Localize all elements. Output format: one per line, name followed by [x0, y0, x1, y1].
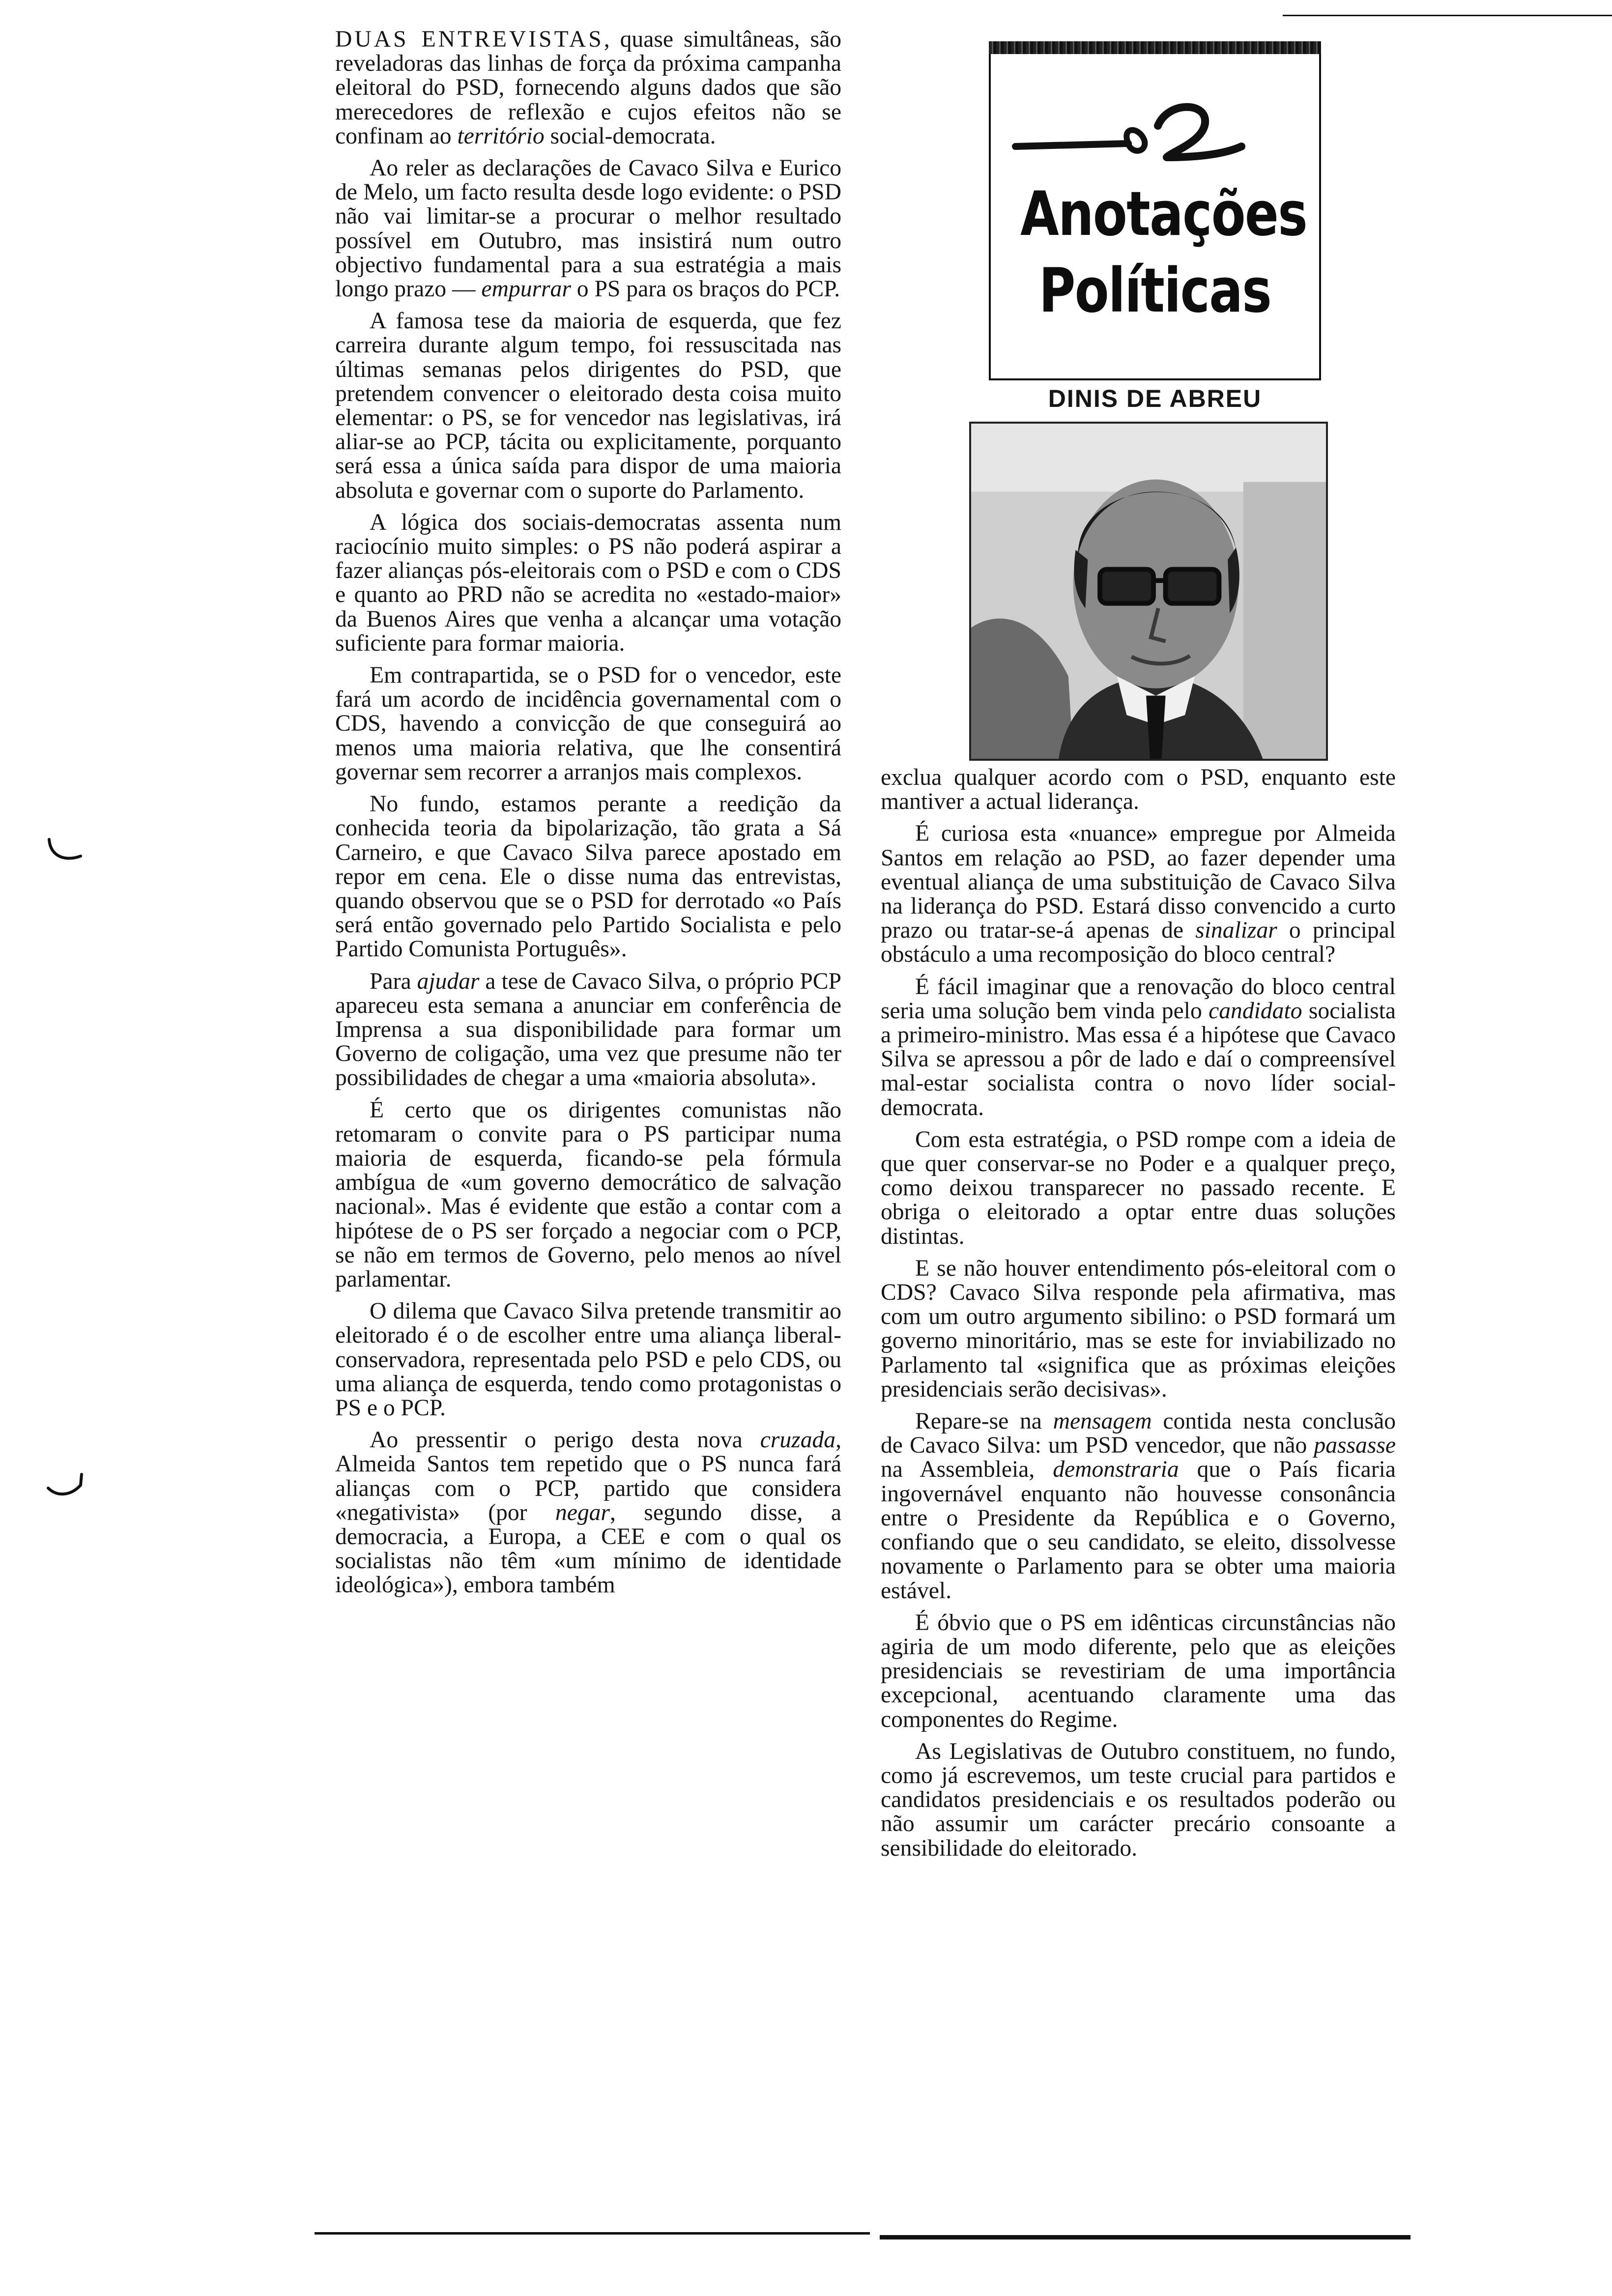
article-column-left [335, 28, 841, 1606]
bottom-rule-left [315, 2232, 870, 2235]
paragraph-1: DUAS ENTREVISTAS, quase simultâneas, são reveladoras das linhas de força da próxima campanha eleitoral do PSD, fornecendo alguns dados que são merecedores de reflexão e cujos efeitos não se confinam ao território social-democrata. [335, 27, 841, 149]
column-title-line-2: Políticas [1038, 256, 1271, 326]
paragraph-4: A lógica dos sociais-democratas assenta num raciocínio muito simples: o PS não poderá aspirar a fazer alianças pós-eleitorais com o PSD e com o CDS e quanto ao PRD não se acredita no «estado-maior» da Buenos Aires que venha a alcançar uma votação suficiente para formar maioria. [335, 509, 841, 656]
box-top-border [989, 41, 1321, 54]
paragraph-16: Repare-se na mensagem contida nesta conclusão de Cavaco Silva: um PSD vencedor, que não passasse na Assembleia, demonstraria que o País ficaria ingovernável enquanto não houvesse consonância entre o Presidente da República e o Governo, confiando que o seu candidato, se eleito, dissolvesse novamente o Parlamento para se obter uma maioria estável. [881, 1408, 1396, 1604]
paragraph-15: E se não houver entendimento pós-eleitoral com o CDS? Cavaco Silva responde pela afirmativa, mas com um outro argumento sibilino: o PSD formará um governo minoritário, mas se este for inviabilizado no Parlamento tal «significa que as próximas eleições presidenciais serão decisivas». [881, 1255, 1396, 1402]
paragraph-9: O dilema que Cavaco Silva pretende transmitir ao eleitorado é o de escolher entre uma aliança liberal-conservadora, representada pelo PSD e pelo CDS, ou uma aliança de esquerda, tendo como protagonistas o PS e o PCP. [335, 1298, 841, 1421]
scan-margin-mark-icon [45, 836, 85, 866]
paragraph-5: Em contrapartida, se o PSD for o vencedor, este fará um acordo de incidência governamental com o CDS, havendo a convicção de que conseguirá ao menos uma maioria relativa, que lhe consentirá governar sem recorrer a arranjos mais complexos. [335, 662, 841, 785]
paragraph-13: É fácil imaginar que a renovação do bloco central seria uma solução bem vinda pelo candidato socialista a primeiro-ministro. Mas essa é a hipótese que Cavaco Silva se apressou a pôr de lado e daí o compreensível mal-estar socialista contra o novo líder social-democrata. [881, 974, 1396, 1120]
paragraph-8: É certo que os dirigentes comunistas não retomaram o convite para o PS participar numa maioria de esquerda, ficando-se pela fórmula ambígua de «um governo democrático de salvação nacional». Mas é evidente que estão a contar com a hipótese de o PS ser forçado a negociar com o PCP, se não em termos de Governo, pelo menos ao nível parlamentar. [335, 1097, 841, 1292]
paragraph-14: Com esta estratégia, o PSD rompe com a ideia de que quer conservar-se no Poder e a qualquer preço, como deixou transparecer no passado recente. E obriga o eleitorado a optar entre duas soluções distintas. [881, 1126, 1396, 1249]
paragraph-17: É óbvio que o PS em idênticas circunstâncias não agiria de um modo diferente, pelo que as eleições presidenciais se revestiriam de uma importância excepcional, acentuando claramente uma das componentes do Regime. [881, 1609, 1396, 1732]
lead-caps: DUAS ENTREVISTAS [335, 27, 604, 52]
scan-margin-mark-icon [45, 1470, 85, 1500]
paragraph-11: exclua qualquer acordo com o PSD, enquanto este mantiver a actual liderança. [881, 765, 1396, 815]
bottom-rule-right [880, 2235, 1410, 2239]
paragraph-3: A famosa tese da maioria de esquerda, que fez carreira durante algum tempo, foi ressuscitada nas últimas semanas pelos dirigentes do PSD, que pretendem convencer o eleitorado desta coisa muito elementar: o PS, se for vencedor nas legislativas, irá aliar-se ao PCP, tácita ou explicitamente, porquanto será essa a única saída para dispor de uma maioria absoluta e governar com o suporte do Parlamento. [335, 308, 841, 503]
signature-2-logo-icon [1010, 97, 1286, 171]
paragraph-12: É curiosa esta «nuance» empregue por Almeida Santos em relação ao PSD, ao fazer depender uma eventual aliança de uma substituição de Cavaco Silva na liderança do PSD. Estará disso convencido a curto prazo ou tratar-se-á apenas de sinalizar o principal obstáculo a uma recomposição do bloco central? [881, 821, 1396, 968]
article-column-right [881, 766, 1396, 1868]
column-title-line-1: Anotações [1020, 179, 1307, 250]
author-portrait-photo [969, 422, 1328, 761]
author-byline: DINIS DE ABREU [1048, 385, 1262, 412]
paragraph-7: Para ajudar a tese de Cavaco Silva, o próprio PCP apareceu esta semana a anunciar em conferência de Imprensa a sua disponibilidade para formar um Governo de coligação, uma vez que presume não ter possibilidades de chegar a uma «maioria absoluta». [335, 968, 842, 1091]
top-rule [1283, 15, 1612, 16]
column-header-box [989, 41, 1321, 380]
paragraph-2: Ao reler as declarações de Cavaco Silva e Eurico de Melo, um facto resulta desde logo evidente: o PSD não vai limitar-se a procurar o melhor resultado possível em Outubro, mas insistirá num outro objectivo fundamental para a sua estratégia a mais longo prazo — empurrar o PS para os braços do PCP. [335, 155, 841, 302]
paragraph-6: No fundo, estamos perante a reedição da conhecida teoria da bipolarização, tão grata a Sá Carneiro, e que Cavaco Silva parece apostado em repor em cena. Ele o disse numa das entrevistas, quando observou que se o PSD for derrotado «o País será então governado pelo Partido Socialista e pelo Partido Comunista Português». [335, 791, 841, 962]
paragraph-18: As Legislativas de Outubro constituem, no fundo, como já escrevemos, um teste crucial para partidos e candidatos presidenciais e os resultados poderão ou não assumir um carácter precário consoante a sensibilidade do eleitorado. [881, 1738, 1396, 1861]
paragraph-10: Ao pressentir o perigo desta nova cruzada, Almeida Santos tem repetido que o PS nunca fará alianças com o PCP, partido que considera «negativista» (por negar, segundo disse, a democracia, a Europa, a CEE e com o qual os socialistas não têm «um mínimo de identidade ideológica»), embora também [335, 1427, 841, 1598]
